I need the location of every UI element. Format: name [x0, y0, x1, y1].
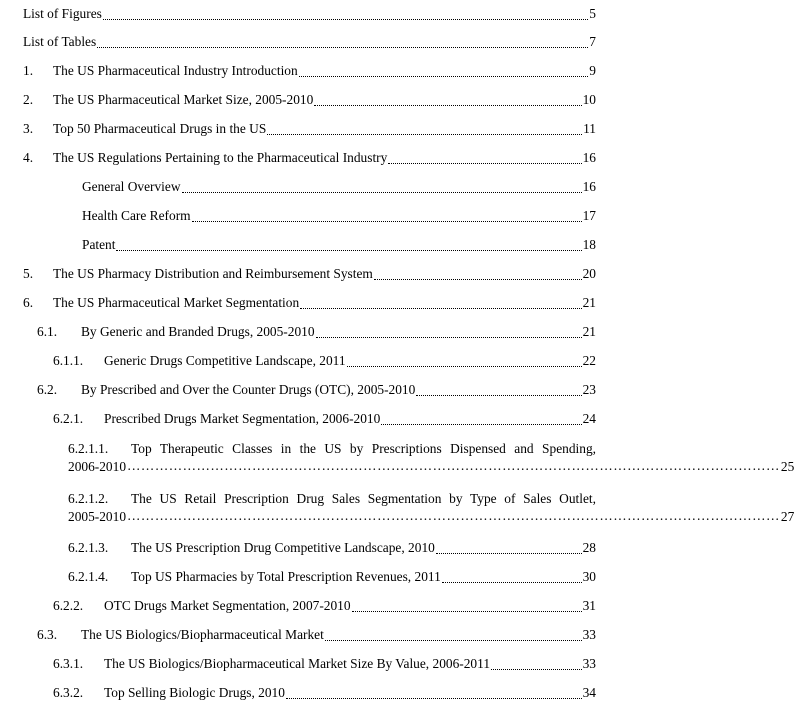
toc-entry-title: Top Selling Biologic Drugs, 2010	[104, 685, 285, 700]
toc-entry[interactable]	[0, 236, 615, 254]
dot-leader	[300, 294, 581, 309]
toc-entry-title: Health Care Reform	[82, 208, 191, 223]
toc-entry-title: The US Biologics/Biopharmaceutical Market	[81, 627, 324, 642]
toc-entry[interactable]	[0, 597, 615, 615]
toc-entry[interactable]	[0, 381, 615, 399]
toc-entry-number: 6.2.	[37, 382, 58, 397]
toc-entry-number: 6.3.	[37, 627, 58, 642]
toc-entry-title: The US Regulations Pertaining to the Pharmaceutical Industry	[53, 150, 388, 165]
toc-entry-page: 11	[583, 121, 596, 136]
toc-entry-title: Prescribed Drugs Market Segmentation, 2006-2010	[104, 411, 381, 426]
toc-entry-number: 3.	[23, 121, 34, 136]
toc-entry-title: The US Pharmacy Distribution and Reimbursement System	[53, 266, 373, 281]
toc-entry-page: 25	[780, 459, 794, 474]
toc-entry-title: Top 50 Pharmaceutical Drugs in the US	[53, 121, 267, 136]
toc-entry-page: 28	[582, 540, 596, 555]
dot-leader	[416, 381, 581, 396]
dot-leader	[381, 410, 581, 425]
toc-entry-title: Generic Drugs Competitive Landscape, 2011	[104, 353, 346, 368]
toc-entry-title: The US Pharmaceutical Market Segmentation	[53, 295, 300, 310]
toc-entry[interactable]	[0, 323, 615, 341]
toc-entry-title: List of Tables	[23, 34, 97, 49]
toc-entry-title: The US Retail Prescription Drug Sales Segmentation by Type of Sales Outlet,	[131, 491, 596, 506]
toc-entry[interactable]	[0, 655, 615, 673]
toc-entry[interactable]	[0, 62, 615, 80]
toc-entry[interactable]	[0, 91, 615, 109]
dot-leader	[314, 91, 581, 106]
toc-entry-title: Patent	[82, 237, 116, 252]
toc-entry[interactable]	[0, 352, 615, 370]
toc-entry-page: 5	[589, 6, 596, 21]
dot-leader	[491, 655, 582, 670]
toc-entry-page: 7	[589, 34, 596, 49]
toc-entry-title: General Overview	[82, 179, 181, 194]
toc-entry-title-continued: 2005-2010	[68, 509, 127, 524]
toc-entry-number: 4.	[23, 150, 34, 165]
dot-leader	[352, 597, 582, 612]
toc-entry[interactable]	[0, 539, 615, 557]
dot-leader	[116, 236, 581, 251]
dot-leader	[192, 207, 582, 222]
dot-leader	[374, 265, 582, 280]
toc-entry-number: 5.	[23, 266, 34, 281]
toc-entry-number: 6.	[23, 295, 34, 310]
toc-entry-page: 9	[589, 63, 596, 78]
toc-entry-page: 31	[582, 598, 596, 613]
dot-leader	[182, 178, 582, 193]
toc-entry-number: 6.2.1.1.	[68, 441, 109, 456]
toc-entry-number: 6.2.1.	[53, 411, 84, 426]
toc-entry-page: 27	[780, 509, 794, 524]
dot-leader	[267, 120, 582, 135]
dot-leader	[347, 352, 582, 367]
toc-entry-page: 33	[582, 627, 596, 642]
toc-entry-page: 34	[582, 685, 596, 700]
toc-entry-number: 6.1.1.	[53, 353, 84, 368]
toc-entry[interactable]	[0, 294, 615, 312]
dot-leader	[388, 149, 581, 164]
toc-entry-title: OTC Drugs Market Segmentation, 2007-2010	[104, 598, 351, 613]
toc-entry-number: 6.1.	[37, 324, 58, 339]
toc-entry-page: 22	[582, 353, 596, 368]
dot-leader	[97, 33, 588, 48]
toc-entry-title: Top US Pharmacies by Total Prescription Revenues, 2011	[131, 569, 441, 584]
toc-entry[interactable]	[0, 684, 615, 702]
dot-leader	[299, 62, 589, 77]
toc-entry-page: 16	[582, 179, 596, 194]
toc-entry-page: 23	[582, 382, 596, 397]
dot-leader	[442, 568, 582, 583]
dot-leader	[436, 539, 582, 554]
toc-entry-number: 1.	[23, 63, 34, 78]
toc-entry-page: 33	[582, 656, 596, 671]
toc-entry[interactable]	[0, 149, 615, 167]
toc-entry[interactable]	[0, 33, 615, 51]
dot-leader	[286, 684, 582, 699]
toc-entry-number: 6.2.1.3.	[68, 540, 109, 555]
toc-entry-page: 20	[582, 266, 596, 281]
toc-entry-number: 2.	[23, 92, 34, 107]
toc-entry-page: 18	[582, 237, 596, 252]
toc-entry-title: The US Biologics/Biopharmaceutical Market Size By Value, 2006-2011	[104, 656, 491, 671]
toc-entry[interactable]	[0, 178, 615, 196]
toc-entry[interactable]	[0, 5, 615, 23]
toc-entry-page: 10	[582, 92, 596, 107]
toc-entry[interactable]	[0, 207, 615, 225]
toc-entry-title-continued: 2006-2010	[68, 459, 127, 474]
dot-leader	[103, 5, 588, 20]
toc-entry[interactable]	[0, 568, 615, 586]
toc-entry-page: 21	[582, 324, 596, 339]
toc-entry-title: By Generic and Branded Drugs, 2005-2010	[81, 324, 315, 339]
toc-entry-page: 17	[582, 208, 596, 223]
toc-entry-page: 24	[582, 411, 596, 426]
toc-entry[interactable]	[0, 626, 615, 644]
toc-entry-title: The US Prescription Drug Competitive Landscape, 2010	[131, 540, 435, 555]
toc-entry[interactable]	[0, 440, 794, 476]
dot-leader: ……………………………………………………………………………………………………………………………	[127, 508, 780, 523]
toc-entry-number: 6.2.1.4.	[68, 569, 109, 584]
toc-entry[interactable]	[0, 490, 794, 526]
toc-entry[interactable]	[0, 120, 615, 138]
toc-entry-title: The US Pharmaceutical Industry Introduction	[53, 63, 298, 78]
toc-entry-title: List of Figures	[23, 6, 102, 21]
toc-entry-number: 6.2.2.	[53, 598, 84, 613]
toc-entry-number: 6.3.1.	[53, 656, 84, 671]
toc-entry-number: 6.3.2.	[53, 685, 84, 700]
toc-entry-number: 6.2.1.2.	[68, 491, 109, 506]
toc-entry-title: By Prescribed and Over the Counter Drugs (OTC), 2005-2010	[81, 382, 416, 397]
dot-leader	[316, 323, 582, 338]
toc-entry-page: 30	[582, 569, 596, 584]
dot-leader	[325, 626, 582, 641]
toc-entry-title: Top Therapeutic Classes in the US by Prescriptions Dispensed and Spending,	[131, 441, 596, 456]
dot-leader: ……………………………………………………………………………………………………………………………	[127, 458, 780, 473]
toc-entry-page: 16	[582, 150, 596, 165]
toc-entry[interactable]	[0, 265, 615, 283]
toc-entry-page: 21	[582, 295, 596, 310]
toc-entry-title: The US Pharmaceutical Market Size, 2005-2010	[53, 92, 314, 107]
toc-entry[interactable]	[0, 410, 615, 428]
